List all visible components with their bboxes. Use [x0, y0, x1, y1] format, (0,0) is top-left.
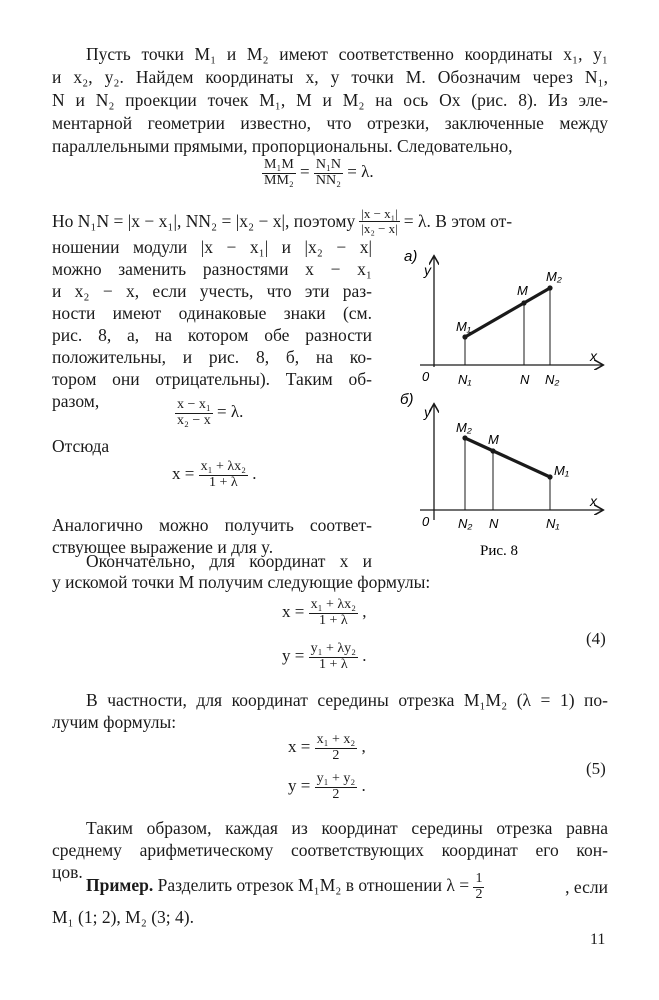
fraction-4-x: [309, 598, 358, 628]
example-tail: , если: [565, 876, 608, 897]
equation-number-4: (4): [586, 629, 606, 648]
fraction-differences: [175, 398, 213, 428]
figure-b-point-m1: [547, 474, 552, 479]
equation-end: .: [361, 776, 366, 796]
fraction-denominator: NN₂: [315, 172, 341, 188]
paragraph-2-line-9: разом,: [52, 391, 100, 411]
figure-a-origin: 0: [422, 369, 430, 384]
paragraph-3-line-2: ствующее выражение и для y.: [52, 537, 274, 557]
paragraph-4-line-1: В частности, для координат середины отрезка M₁M₂ (λ = 1) по-: [86, 690, 608, 710]
figure-b-label-n2: N₂: [458, 516, 473, 531]
fraction-numerator: |x − x₁|: [361, 206, 398, 221]
fraction-denominator: 2: [475, 886, 483, 902]
paragraph-2-line-4: и x₂ − x, если учесть, что эти раз-: [52, 281, 372, 301]
paragraph-2-line-8: тором они отрицательны). Таким об-: [52, 369, 372, 389]
fraction-numerator: x₁ + x₂: [316, 732, 356, 747]
figure-8: [390, 245, 620, 565]
equation-end: ,: [361, 737, 366, 757]
figure-a-label-m: M: [517, 283, 528, 298]
example-line-1: [86, 872, 608, 902]
fraction-numerator: M₁M: [264, 157, 294, 172]
paragraph-2-line-7: положительны, и рис. 8, б, на ко-: [52, 347, 372, 367]
equation-lhs: x =: [288, 737, 311, 757]
figure-b-label-n: N: [489, 516, 499, 531]
equation-5-x: [288, 733, 366, 763]
example-label: Пример.: [86, 875, 154, 896]
paragraph-2-line-1b: = λ. В этом от-: [403, 210, 513, 231]
figure-a-point-m2: [547, 285, 552, 290]
fraction-numerator: x₁ + λx₂: [200, 459, 247, 474]
figure-b-label-m1: M₁: [554, 463, 569, 478]
fraction-n: [314, 158, 343, 188]
fraction-numerator: x₁ + λx₂: [310, 597, 357, 612]
equation-end: .: [252, 464, 257, 484]
figure-a-label-n: N: [520, 372, 530, 387]
figure-caption: Рис. 8: [480, 543, 519, 559]
fraction-denominator: 2: [332, 747, 340, 763]
paragraph-1-line-1: Пусть точки M₁ и M₂ имеют соответственно координаты x₁, y₁: [86, 44, 608, 64]
figure-a-label-m1: M₁: [456, 319, 471, 334]
example-line-2: M₁ (1; 2), M₂ (3; 4).: [52, 907, 194, 927]
equation-4-y: [282, 642, 367, 672]
paragraph-2-line-1: [52, 207, 608, 235]
figure-a-axis-x-label: x: [590, 348, 597, 364]
fraction-denominator: 1 + λ: [318, 656, 348, 672]
figure-a-point-m: [521, 300, 526, 305]
paragraph-2-line-1a: Но N₁N = |x − x₁|, NN₂ = |x₂ − x|, поэтому: [52, 210, 356, 231]
fraction-denominator: |x₂ − x|: [361, 220, 398, 236]
paragraph-1-line-2: и x₂, y₂. Найдем координаты x, y точки M. Обозначим через N₁,: [52, 67, 608, 87]
figure-a-point-m1: [462, 334, 467, 339]
paragraph-2-line-3: можно заменить разностями x − x₁: [52, 259, 372, 279]
paragraph-2-line-5: ности имеют одинаковые знаки (см.: [52, 303, 372, 323]
figure-b-label-n1: N₁: [546, 516, 560, 531]
paragraph-3-line-1: Аналогично можно получить соответ-: [52, 515, 372, 535]
otsyuda-text: Отсюда: [52, 436, 110, 456]
paragraph-3-line-3: Окончательно, для координат x и: [86, 551, 372, 571]
inline-fraction: [359, 207, 400, 235]
figure-b-point-m: [490, 448, 495, 453]
equation-lhs: x =: [172, 464, 195, 484]
equation-end: ,: [362, 602, 367, 622]
figure-b-axis-x-label: x: [590, 493, 597, 509]
paragraph-2-line-2: ношении модули |x − x₁| и |x₂ − x|: [52, 237, 372, 257]
equation-differences: [175, 398, 243, 428]
fraction-denominator: 1 + λ: [208, 474, 238, 490]
page-number: 11: [590, 931, 606, 948]
fraction-numerator: y₁ + y₂: [316, 771, 356, 786]
equation-number-5: (5): [586, 759, 606, 778]
figure-b-label-m: M: [488, 432, 499, 447]
fraction-numerator: y₁ + λy₂: [310, 641, 357, 656]
fraction-denominator: MM₂: [264, 172, 294, 188]
fraction-denominator: x₂ − x: [177, 412, 211, 428]
fraction-denominator: 2: [332, 786, 340, 802]
fraction-5-y: [315, 772, 358, 802]
figure-a-label-m2: M₂: [546, 269, 562, 284]
equation-x: [172, 460, 257, 490]
paragraph-1-line-5: параллельными прямыми, пропорциональны. Следовательно,: [52, 136, 513, 156]
fraction-numerator: 1: [475, 871, 483, 886]
figure-b-label: б): [400, 391, 414, 408]
equation-end: .: [362, 646, 367, 666]
paragraph-1-line-4: ментарной геометрии известно, что отрезки, заключенные между: [52, 113, 608, 133]
paragraph-1-line-3: N и N₂ проекции точек M₁, M и M₂ на ось Ox (рис. 8). Из эле-: [52, 90, 608, 110]
figure-b-origin: 0: [422, 514, 430, 529]
figure-a-segment: [465, 288, 550, 337]
fraction-m: [262, 158, 296, 188]
equation-lhs: y =: [288, 776, 311, 796]
fraction-5-x: [315, 733, 358, 763]
example-text: Разделить отрезок M₁M₂ в отношении λ =: [157, 875, 470, 896]
paragraph-2-line-6: рис. 8, а, на котором обе разности: [52, 325, 372, 345]
equation-lhs: y =: [282, 646, 305, 666]
paragraph-4-line-2: лучим формулы:: [52, 712, 177, 732]
figure-a-label-n2: N₂: [545, 372, 560, 387]
paragraph-3-line-4: y искомой точки M получим следующие формулы:: [52, 572, 431, 592]
equation-rhs: = λ.: [217, 402, 244, 422]
figure-a-label-n1: N₁: [458, 372, 472, 387]
figure-b-segment: [465, 438, 550, 477]
figure-a-label: а): [404, 248, 418, 265]
figure-a-axis-y-label: y: [424, 262, 431, 278]
equation-4-x: [282, 598, 367, 628]
paragraph-5-line-3: цов.: [52, 862, 83, 882]
paragraph-5-line-1: Таким образом, каждая из координат середины отрезка равна: [86, 818, 608, 838]
fraction-numerator: N₁N: [315, 157, 341, 172]
figure-b-axis-y-label: y: [424, 404, 431, 420]
figure-b-label-m2: M₂: [456, 420, 472, 435]
fraction-numerator: x − x₁: [177, 397, 211, 412]
equation-ratio: $\frac{\text{M₁M}}{\text{MM₂}}$ = $\frac{\text{N₁N}}{\text{NN₂}}$ = λ.: [264, 157, 374, 188]
equation-lhs: x =: [282, 602, 305, 622]
fraction-x: [199, 460, 248, 490]
example-fraction: [473, 872, 484, 902]
equation-rhs: = λ.: [347, 162, 374, 182]
equation-5-y: [288, 772, 366, 802]
figure-b-point-m2: [462, 435, 467, 440]
paragraph-5-line-2: среднему арифметическому соответствующих координат его кон-: [52, 840, 608, 860]
fraction-4-y: [309, 642, 358, 672]
fraction-denominator: 1 + λ: [318, 612, 348, 628]
